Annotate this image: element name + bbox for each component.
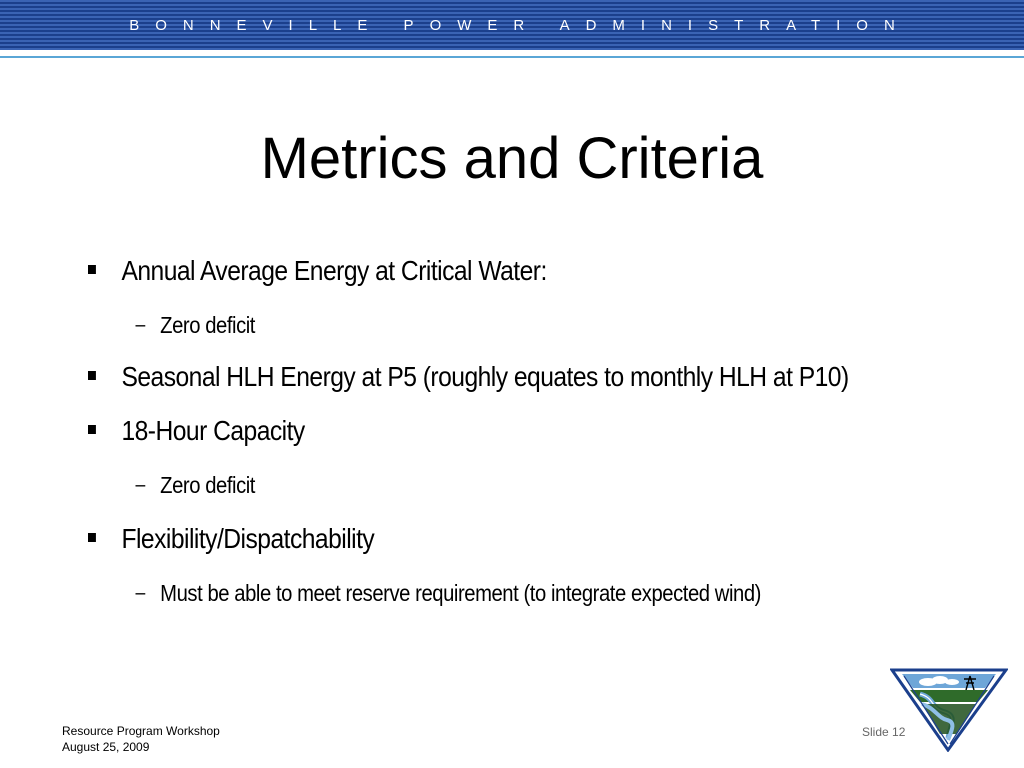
sub-bullet-text: Must be able to meet reserve requirement (to integrate expected wind) [160,580,761,606]
square-bullet-icon [88,533,96,542]
bullet-text: Annual Average Energy at Critical Water: [121,255,547,286]
bullet-text: Seasonal HLH Energy at P5 (roughly equates to monthly HLH at P10) [121,361,849,392]
sub-bullet-item [88,310,1005,340]
slide-title: Metrics and Criteria [260,126,764,191]
sub-bullet-text: Zero deficit [160,312,255,338]
bullet-text: 18-Hour Capacity [121,415,305,446]
footer-event: Resource Program Workshop [62,724,220,738]
footer-date: August 25, 2009 [62,740,150,754]
bullet-item [88,358,975,396]
organization-name: BONNEVILLE POWER ADMINISTRATION [129,16,911,34]
dash-bullet-icon: – [135,474,145,496]
square-bullet-icon [88,425,96,434]
bullet-item [88,520,975,558]
bullet-list [88,252,948,608]
square-bullet-icon [88,371,96,380]
header-band [0,0,1024,50]
sub-bullet-text: Zero deficit [160,472,255,498]
slide-number: Slide 12 [862,725,906,739]
bullet-item [88,412,975,450]
bpa-triangle-logo-icon [890,668,1008,752]
bullet-text: Flexibility/Dispatchability [121,523,375,554]
header-divider [0,56,1024,58]
square-bullet-icon [88,265,96,274]
footer-info [62,723,220,755]
dash-bullet-icon: – [135,582,145,604]
dash-bullet-icon: – [135,314,145,336]
sub-bullet-item [88,470,1005,500]
bullet-item [88,252,975,290]
sub-bullet-item [88,578,1005,608]
